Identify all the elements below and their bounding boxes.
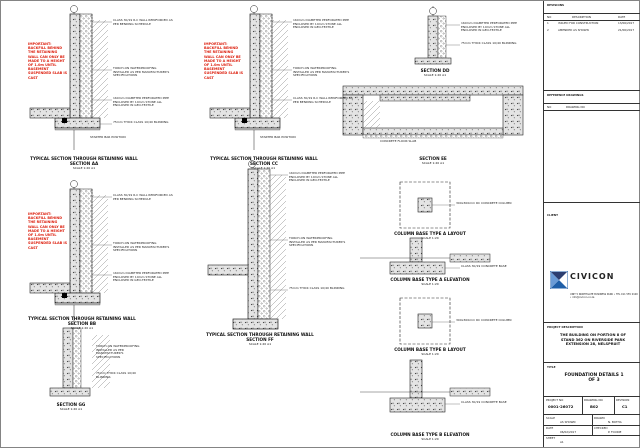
label-agri-aa: 160mm DIAMETER PERFORATED PIPE ENCLOSED BY 19mm STONE ALL ENCLOSED IN GEO-TEXTILE <box>113 96 170 108</box>
title-block <box>543 1 640 447</box>
title-col-a-layout: COLUMN BASE TYPE A LAYOUT SCALE 1:20 <box>394 231 466 240</box>
label-base-a: CLASS 30/19 CONCRETE BASE <box>461 264 507 268</box>
rev-header-row: NO DESCRIPTION DATE <box>544 13 640 21</box>
drawing-title: FOUNDATION DETAILS 1 OF 3 <box>564 373 624 384</box>
label-blinding-aa: 75mm THICK CLASS 10/40 BLINDING <box>113 120 169 124</box>
revisions-panel: REVISIONS NO DESCRIPTION DATE 1 ISSUED FOR CONSTRUCTION 13/06/2017 2 AMENDED AS SHOWN 21/06/2017 <box>544 1 640 91</box>
title-section-ee: SECTION EE SCALE 1:20 A1 <box>419 156 447 165</box>
label-agri-ff: 160mm DIAMETER PERFORATED PIPE ENCLOSED BY 19mm STONE ALL ENCLOSED IN GEO-TEXTILE <box>289 171 346 183</box>
company-name: CIVICON <box>570 272 615 281</box>
section-dd-detail <box>415 6 451 64</box>
title-section-gg: SECTION GG SCALE 1:20 A1 <box>56 402 86 411</box>
civicon-logo-icon <box>550 271 568 289</box>
label-base-b: CLASS 30/19 CONCRETE BASE <box>461 400 507 404</box>
label-waterproof-ff: TORCH-ON WATERPROOFING INSTALLED AS PER MANUFACTURER'S SPECIFICATIONS <box>289 236 346 248</box>
label-starter-cc: STARTER BAR POSITION <box>260 135 296 139</box>
column-base-a-elevation <box>360 238 490 274</box>
rev-row: 2 AMENDED AS SHOWN 21/06/2017 <box>547 28 635 32</box>
project-number: 0001-26072 <box>548 404 574 409</box>
retaining-wall-section-ff <box>208 161 286 330</box>
drawing-number: B02 <box>590 404 599 409</box>
important-note-cc: IMPORTANT: BACKFILL BEHIND THE RETAINING WALL CAN ONLY BE MADE TO A HEIGHT OF 1.0m UNTIL BASEMENT SUSPENDED SLAB IS CAST <box>204 42 244 80</box>
title-col-a-elevation: COLUMN BASE TYPE A ELEVATION SCALE 1:20 <box>390 277 470 286</box>
title-section-cc: TYPICAL SECTION THROUGH RETAINING WALL SECTION CC SCALE 1:20 A1 <box>210 156 318 170</box>
label-agri-cc: 160mm DIAMETER PERFORATED PIPE ENCLOSED BY 19mm STONE ALL ENCLOSED IN GEO-TEXTILE <box>293 18 350 30</box>
retaining-wall-section-bb <box>30 181 108 326</box>
title-panel: TITLE FOUNDATION DETAILS 1 OF 3 <box>544 363 640 397</box>
label-waterproof-aa: TORCH-ON WATERPROOFING INSTALLED AS PER MANUFACTURER'S SPECIFICATIONS <box>113 66 170 78</box>
important-note-aa: IMPORTANT: BACKFILL BEHIND THE RETAINING WALL CAN ONLY BE MADE TO A HEIGHT OF 1.0m UNTIL BASEMENT SUSPENDED SLAB IS CAST <box>28 42 68 80</box>
project-panel: PROJECT DESCRIPTION THE BUILDING ON PORTION 8 OF STAND 362 ON RIVERSIDE PARK EXTENSION 28, NELSPRUIT <box>544 323 640 363</box>
label-waterproof-bb: TORCH-ON WATERPROOFING INSTALLED AS PER MANUFACTURER'S SPECIFICATIONS <box>113 241 170 253</box>
label-blinding-gg: 75mm THICK CLASS 10/40 BLINDING <box>96 371 136 379</box>
title-section-dd: SECTION DD SCALE 1:20 A1 <box>420 68 450 77</box>
meta-panel: SCALE AS SHOWN DRAWN N. BOTHA DATE 06/02/2017 CHECKED P. FOURIE SHEET A1 <box>544 415 640 447</box>
label-wall-bb: CLASS 30/19 R.C WALL REINFORCED AS PER BENDING SCHEDULE <box>113 193 173 201</box>
label-blinding-dd: 75mm THICK CLASS 10/40 BLINDING <box>461 41 517 45</box>
label-waterproof-gg: TORCH-ON WATERPROOFING INSTALLED AS PER MANUFACTURER'S SPECIFICATIONS <box>96 344 140 359</box>
label-column-b: 300x300mm RC CONCRETE COLUMN <box>456 318 512 322</box>
company-address: UNIT 5 NORTHGATE BUSINESS PARK • TEL 011 555 0100 • info@civicon.co.za <box>570 293 638 299</box>
title-section-aa: TYPICAL SECTION THROUGH RETAINING WALL SECTION AA SCALE 1:20 A1 <box>30 156 138 170</box>
label-blinding-ff: 75mm THICK CLASS 10/40 BLINDING <box>289 286 345 290</box>
title-section-bb: TYPICAL SECTION THROUGH RETAINING WALL SECTION BB SCALE 1:20 A1 <box>28 316 136 330</box>
label-waterproof-cc: TORCH-ON WATERPROOFING INSTALLED AS PER MANUFACTURER'S SPECIFICATIONS <box>293 66 350 78</box>
client-panel: CLIENT CIVICON UNIT 5 NORTHGATE BUSINESS PARK • TEL 011 555 0100 • info@civicon.co.za <box>544 203 640 323</box>
title-col-b-layout: COLUMN BASE TYPE B LAYOUT SCALE 1:20 <box>394 347 466 356</box>
important-note-bb: IMPORTANT: BACKFILL BEHIND THE RETAINING WALL CAN ONLY BE MADE TO A HEIGHT OF 1.0m UNTIL BASEMENT SUSPENDED SLAB IS CAST <box>28 212 68 250</box>
label-agri-bb: 160mm DIAMETER PERFORATED PIPE ENCLOSED BY 19mm STONE ALL ENCLOSED IN GEO-TEXTILE <box>113 271 170 283</box>
label-wall-cc: CLASS 30/19 R.C WALL REINFORCED AS PER BENDING SCHEDULE <box>293 96 353 104</box>
column-base-b-layout <box>400 298 450 344</box>
reference-drawings-panel: REFERENCE DRAWINGS NO DRAWING NO <box>544 91 640 203</box>
title-section-ff: TYPICAL SECTION THROUGH RETAINING WALL SECTION FF SCALE 1:20 A1 <box>206 332 314 346</box>
title-col-b-elevation: COLUMN BASE TYPE B ELEVATION SCALE 1:20 <box>390 432 470 441</box>
numbers-panel: PROJECT NO 0001-26072 DRAWING NO B02 REVISION C1 <box>544 397 640 415</box>
section-gg-detail <box>50 328 110 396</box>
label-column-a: 300x300mm RC CONCRETE COLUMN <box>456 201 512 205</box>
label-agri-dd: 160mm DIAMETER PERFORATED PIPE ENCLOSED BY 19mm STONE ALL ENCLOSED IN GEO-TEXTILE <box>461 21 518 33</box>
section-ee-detail <box>343 86 523 138</box>
rev-row: 1 ISSUED FOR CONSTRUCTION 13/06/2017 <box>547 21 635 25</box>
ref-header-row: NO DRAWING NO <box>544 103 640 111</box>
revision-code: C1 <box>622 404 628 409</box>
label-wall-aa: CLASS 30/19 R.C WALL REINFORCED AS PER BENDING SCHEDULE <box>113 18 173 26</box>
label-floor-ee: CONCRETE FLOOR SLAB <box>380 139 417 143</box>
project-description: THE BUILDING ON PORTION 8 OF STAND 362 ON RIVERSIDE PARK EXTENSION 28, NELSPRUIT <box>560 333 626 347</box>
label-starter-aa: STARTER BAR POSITION <box>90 135 126 139</box>
